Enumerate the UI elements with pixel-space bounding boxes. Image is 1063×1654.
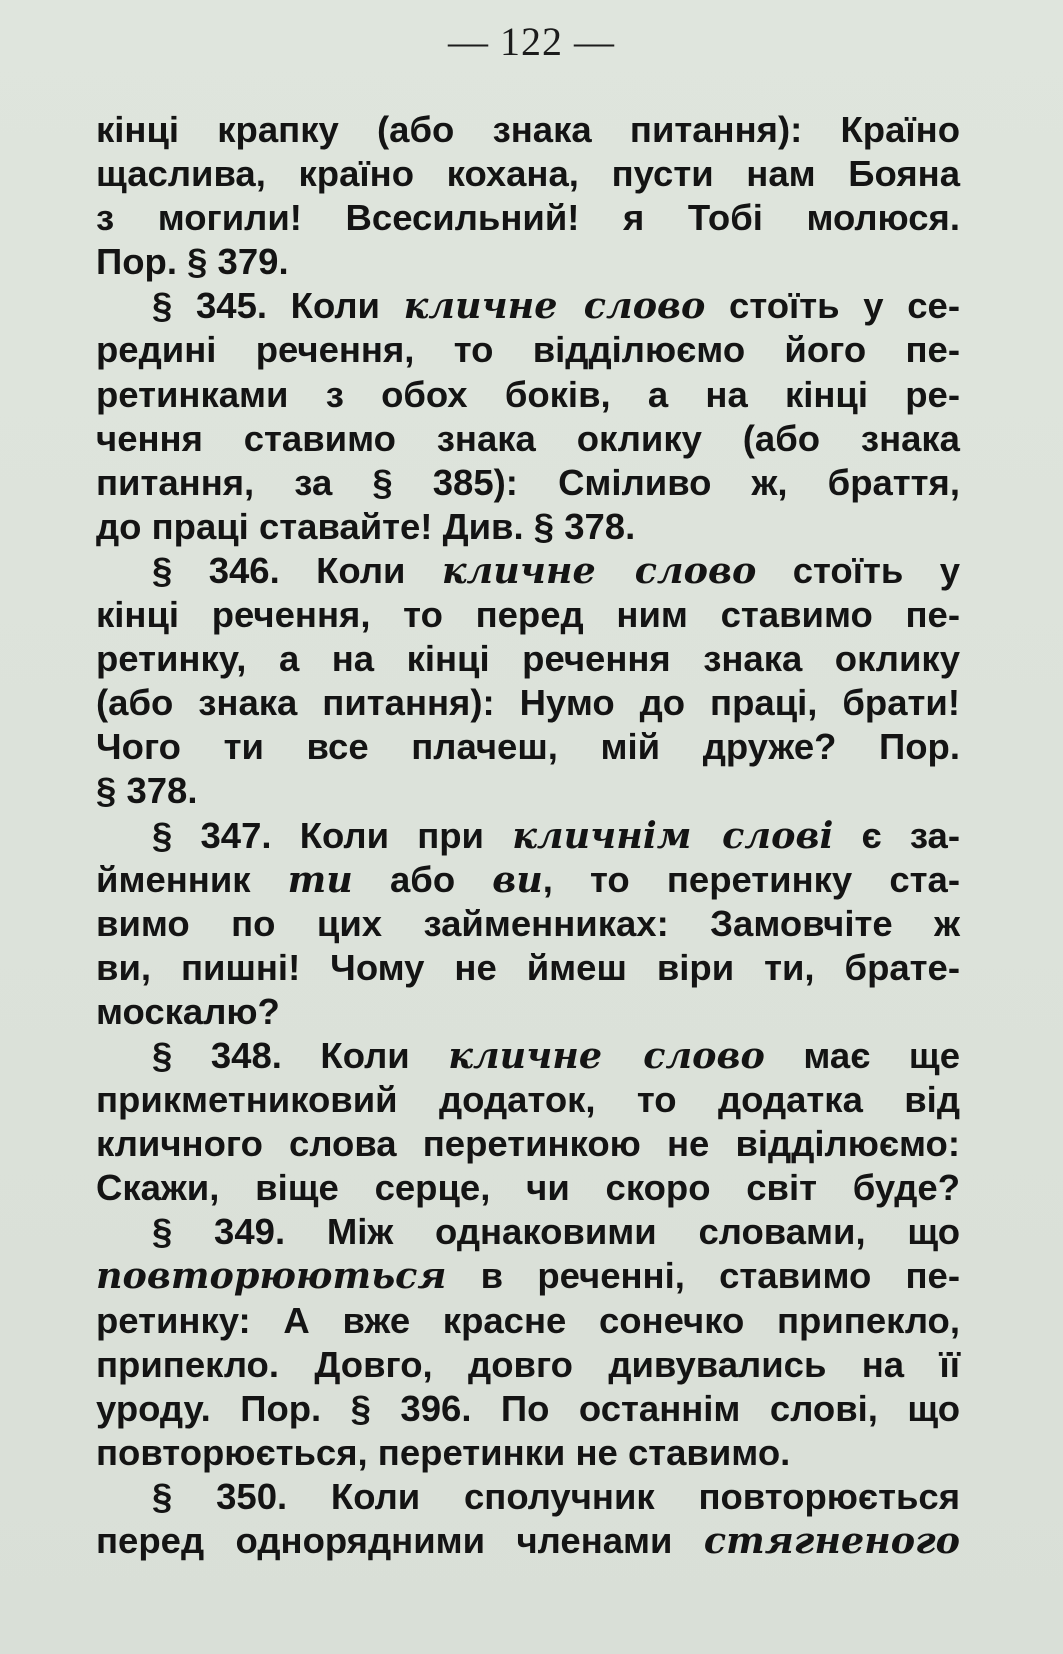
italic-term: ти — [287, 857, 353, 901]
text-line — [96, 1166, 960, 1210]
text-segment: є за- — [833, 814, 960, 856]
text-segment: редині речення, то відділюємо його пе- — [96, 329, 960, 371]
text-line — [96, 902, 960, 946]
text-segment: кінці крапку (або знака питання): Країно — [96, 109, 960, 150]
text-segment: ретинку: А вже красне сонечко припекло, — [96, 1299, 960, 1341]
text-segment: прикметниковий додаток, то додатка від — [96, 1079, 960, 1121]
text-segment: або — [352, 858, 493, 900]
text-segment: Скажи, віще серце, чи скоро світ буде? — [96, 1167, 960, 1209]
text-line — [96, 637, 960, 681]
text-segment: уроду. Пор. § 396. По останнім слові, що — [96, 1387, 960, 1429]
text-line — [96, 1387, 960, 1431]
page-number: — 122 — — [448, 19, 615, 64]
text-segment: має ще — [764, 1034, 960, 1076]
text-line — [96, 152, 960, 196]
text-line — [96, 814, 960, 858]
text-line — [96, 505, 960, 549]
text-segment: чення ставимо знака оклику (або знака — [96, 417, 960, 459]
text-segment: перед однорядними членами — [96, 1520, 704, 1561]
text-segment: повторюється, перетинки не ставимо. — [96, 1431, 791, 1473]
text-line — [96, 328, 960, 372]
text-segment: ретинку, а на кінці речення знака оклику — [96, 638, 960, 680]
text-line — [96, 1299, 960, 1343]
text-line — [96, 196, 960, 240]
text-segment: кличного слова перетинкою не відділюємо: — [96, 1123, 960, 1165]
text-segment: кінці речення, то перед ним ставимо пе- — [96, 594, 960, 636]
body-text — [96, 108, 960, 1563]
text-segment: щаслива, країно кохана, пусти нам Бояна — [96, 153, 960, 195]
text-line — [96, 1519, 960, 1563]
italic-term: кличне слово — [441, 548, 757, 592]
text-line — [96, 417, 960, 461]
text-line — [96, 1034, 960, 1078]
text-segment: Чого ти все плачеш, мій друже? Пор. — [96, 726, 960, 768]
text-line — [96, 1078, 960, 1122]
text-line — [96, 373, 960, 417]
italic-term: кличнім слові — [512, 813, 834, 857]
italic-term: повторюються — [96, 1254, 447, 1298]
text-line — [96, 681, 960, 725]
text-segment: § 345. Коли — [152, 285, 404, 327]
text-segment: з могили! Всесильний! я Тобі молюся. — [96, 197, 960, 239]
italic-term: стягненого — [703, 1519, 960, 1562]
text-segment: йменник — [96, 858, 288, 900]
text-segment: § 349. Між однаковими словами, що — [152, 1211, 960, 1253]
text-line — [96, 1122, 960, 1166]
text-line — [96, 1210, 960, 1254]
text-line — [96, 284, 960, 328]
text-line — [96, 549, 960, 593]
text-segment: москалю? — [96, 990, 280, 1032]
text-segment: питання, за § 385): Сміливо ж, браття, — [96, 461, 960, 503]
text-segment: Пор. § 379. — [96, 241, 289, 283]
text-segment: ретинками з обох боків, а на кінці ре- — [96, 373, 960, 415]
text-line — [96, 1254, 960, 1298]
text-segment: § 348. Коли — [152, 1034, 449, 1076]
text-line — [96, 769, 960, 813]
text-line — [96, 1475, 960, 1519]
italic-term: ви — [492, 857, 543, 901]
text-line — [96, 240, 960, 284]
text-segment: до праці ставайте! Див. § 378. — [96, 505, 636, 547]
text-segment: припекло. Довго, довго дивувались на її — [96, 1343, 960, 1385]
text-segment: в реченні, ставимо пе- — [446, 1255, 960, 1297]
text-segment: § 350. Коли сполучник повторюється — [152, 1475, 960, 1517]
text-segment: § 346. Коли — [152, 549, 442, 591]
text-segment: стоїть у се- — [705, 285, 960, 327]
text-line — [96, 593, 960, 637]
text-line — [96, 108, 960, 152]
text-segment: (або знака питання): Нумо до праці, брати! — [96, 682, 960, 724]
text-segment: , то перетинку ста- — [542, 858, 960, 900]
italic-term: кличне слово — [448, 1033, 765, 1077]
text-segment: стоїть у — [756, 549, 960, 591]
text-line — [96, 946, 960, 990]
text-segment: ви, пишні! Чому не ймеш віри ти, брате- — [96, 946, 960, 988]
italic-term: кличне слово — [403, 284, 706, 328]
text-line — [96, 858, 960, 902]
text-line — [96, 1343, 960, 1387]
text-line — [96, 990, 960, 1034]
text-line — [96, 1431, 960, 1475]
text-segment: § 347. Коли при — [152, 814, 513, 856]
text-line — [96, 461, 960, 505]
text-line — [96, 725, 960, 769]
text-segment: вимо по цих займенниках: Замовчіте ж — [96, 902, 960, 944]
text-segment: § 378. — [96, 770, 198, 812]
